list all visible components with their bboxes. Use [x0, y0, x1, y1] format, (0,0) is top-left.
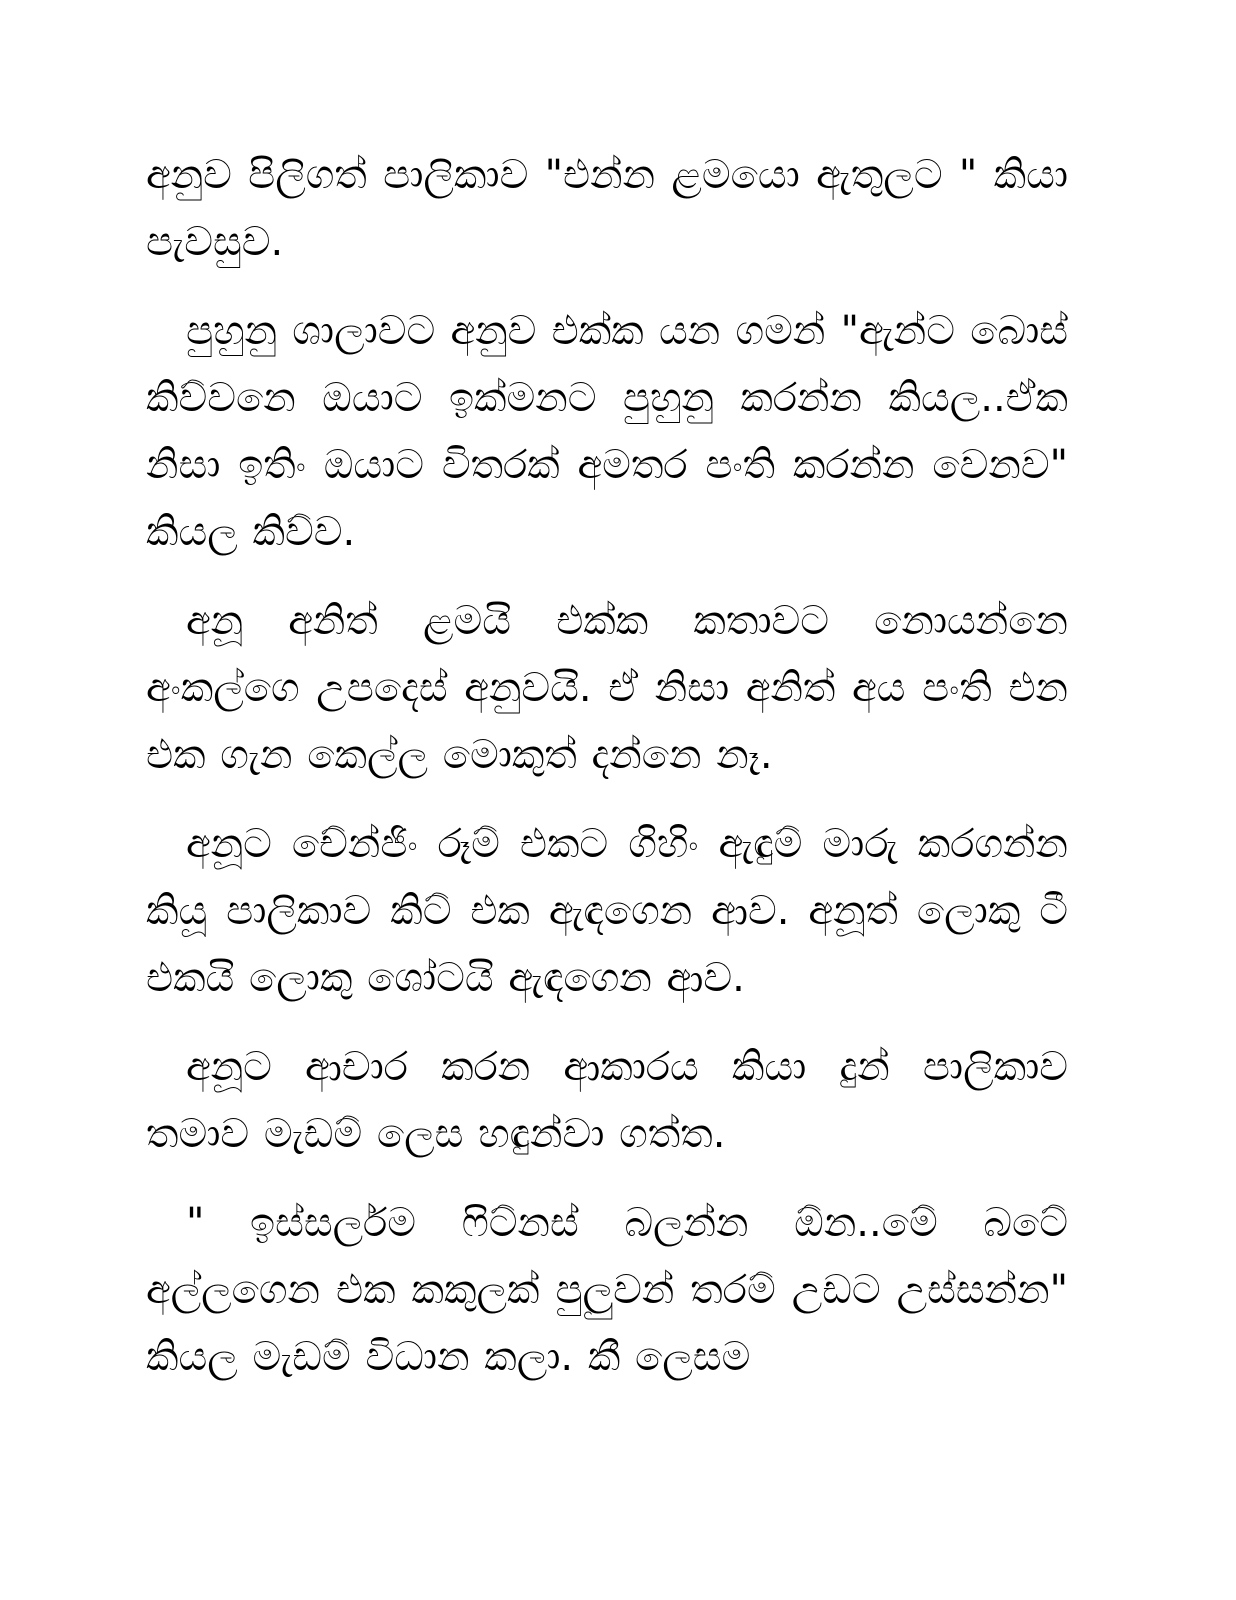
paragraph-2: පුහුනු ශාලාවට අනුව එක්ක යන ගමන් "ඇන්ට බොස් කිව්වනෙ ඔයාට ඉක්මනට පුහුනු කරන්න කියල..ඒක නිසා ඉතිං ඔයාට විතරක් අමතර පංති කරන්න වෙනව" කියල කිව්ව.	[146, 308, 1068, 555]
paragraph-1: අනුව පිලිගත් පාලිකාව "එන්න ළමයො ඇතුලට " කියා පැවසුව.	[146, 152, 1068, 265]
paragraph-4: අනූට චේන්ජිං රූම් එකට ගිහිං ඇඳුම් මාරු කරගන්න කියූ පාලිකාව කිට් එක ඇඳගෙන ආව. අනූත් ලොකු ටී එකයි ලොකු ශෝටයි ඇඳගෙන ආව.	[146, 821, 1068, 1001]
paragraph-6: " ඉස්සර්ලම ෆිට්නස් බලන්න ඕන..මේ බටේ අල්ලගෙන එක කකුලක් පුලුවන් තරම් උඩට උස්සන්න" කියල මැඩම් විධාන කලා. කී ලෙසම	[146, 1200, 1068, 1380]
page-body	[146, 142, 1068, 1413]
paragraph-3: අනූ අනිත් ළමයි එක්ක කතාවට නොයන්නෙ අංකල්ගෙ උපදෙස් අනුවයි. ඒ නිසා අනිත් අය පංති එන එක ගැන කෙල්ල මොකුත් දන්නෙ නෑ.	[146, 598, 1068, 778]
paragraph-5: අනූට ආචාර කරන ආකාරය කියා දුන් පාලිකාව තමාව මැඩම් ලෙස හඳුන්වා ගත්ත.	[146, 1044, 1068, 1157]
